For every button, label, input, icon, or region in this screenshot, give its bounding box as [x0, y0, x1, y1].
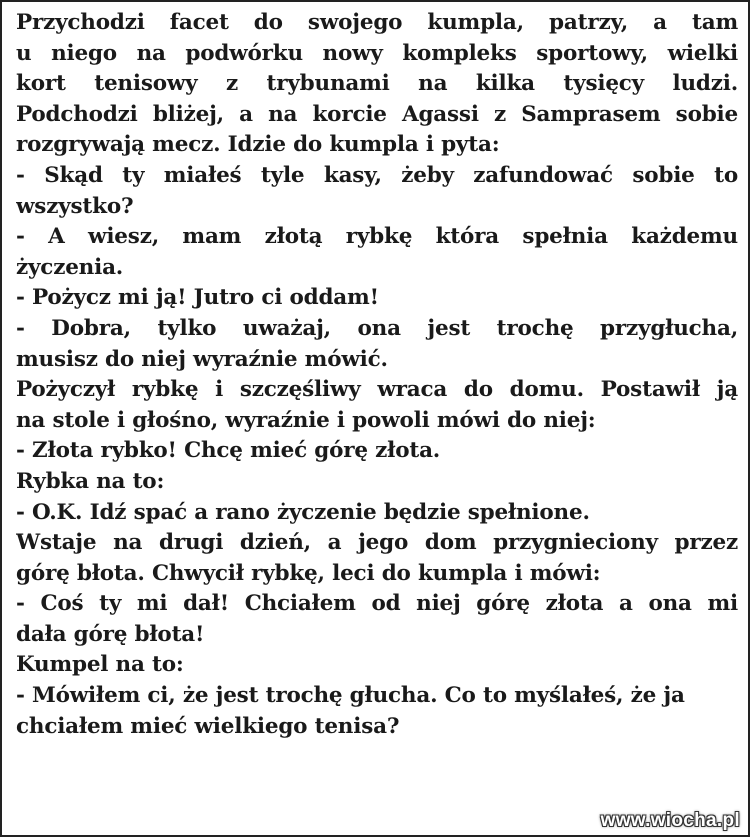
joke-line: Pożyczył rybkę i szczęśliwy wraca do domu. Postawił ją [16, 377, 738, 403]
joke-line: Rybka na to: [16, 468, 165, 494]
joke-line: musisz do niej wyraźnie mówić. [16, 346, 388, 372]
joke-line: - Złota rybko! Chcę mieć górę złota. [16, 438, 441, 464]
joke-line: górę błota. Chwycił rybkę, leci do kumpla i mówi: [16, 560, 601, 586]
joke-line: na stole i głośno, wyraźnie i powoli mówi do niej: [16, 407, 596, 433]
joke-line: kort tenisowy z trybunami na kilka tysięcy ludzi. [16, 71, 738, 97]
joke-line: rozgrywają mecz. Idzie do kumpla i pyta: [16, 132, 500, 158]
joke-line: życzenia. [16, 254, 124, 280]
joke-line: - A wiesz, mam złotą rybkę która spełnia każdemu [16, 224, 738, 250]
joke-line: - O.K. Idź spać a rano życzenie będzie spełnione. [16, 499, 590, 525]
joke-line: - Coś ty mi dał! Chciałem od niej górę złota a ona mi [16, 591, 738, 617]
joke-line: - Dobra, tylko uważaj, ona jest trochę przygłucha, [16, 315, 738, 341]
joke-line: - Mówiłem ci, że jest trochę głucha. Co to myślałeś, że ja [16, 683, 685, 709]
joke-line: - Pożycz mi ją! Jutro ci oddam! [16, 285, 379, 311]
joke-line: Wstaje na drugi dzień, a jego dom przygnieciony przez [16, 530, 738, 556]
joke-line: Podchodzi bliżej, a na korcie Agassi z Samprasem sobie [16, 101, 738, 127]
joke-line: dała górę błota! [16, 621, 205, 647]
site-watermark: www.wiocha.pl [600, 810, 740, 831]
joke-line: u niego na podwórku nowy kompleks sportowy, wielki [16, 40, 738, 66]
joke-text [16, 8, 738, 742]
joke-line: wszystko? [16, 193, 134, 219]
joke-line: Przychodzi facet do swojego kumpla, patrzy, a tam [16, 10, 738, 35]
joke-line: Kumpel na to: [16, 652, 184, 678]
joke-line: - Skąd ty miałeś tyle kasy, żeby zafundować sobie to [16, 162, 738, 188]
joke-line: chciałem mieć wielkiego tenisa? [16, 713, 400, 739]
